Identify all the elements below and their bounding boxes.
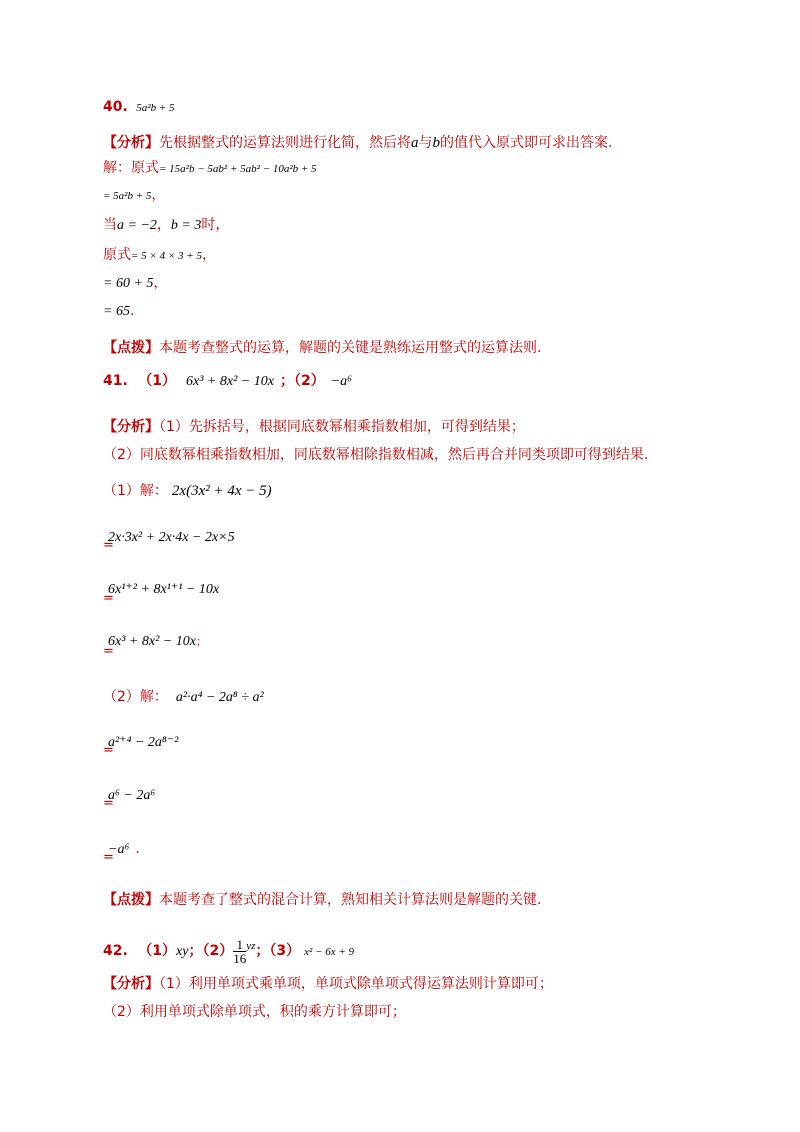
q41-analysis2 bbox=[103, 446, 648, 464]
q40-analysis-text-c: 的值代入原式即可求出答案. bbox=[440, 135, 613, 151]
q41-analysis-label: 【分析】 bbox=[103, 419, 159, 435]
q41-s2-step1-expr: a²⁺⁴ − 2a⁸⁻² bbox=[108, 735, 179, 750]
q40-var-a: a bbox=[411, 135, 419, 151]
q41-sol1 bbox=[103, 482, 272, 500]
q42-separator2: ；（3） bbox=[255, 943, 301, 959]
q41-s1-eq2: = bbox=[103, 591, 114, 606]
q40-var-b: b bbox=[432, 135, 440, 151]
q40-orig-end: ， bbox=[201, 247, 216, 263]
q40-when bbox=[103, 216, 229, 235]
q41-part1-label: （1） bbox=[138, 373, 177, 389]
q40-analysis-text-a: 先根据整式的运算法则进行化简，然后将 bbox=[159, 135, 411, 151]
q40-step2-end: ， bbox=[153, 275, 168, 291]
q40-step3 bbox=[103, 302, 134, 321]
q40-tip-text: 本题考查整式的运算，解题的关键是熟练运用整式的运算法则. bbox=[159, 340, 542, 356]
q41-s2-step3-end: . bbox=[135, 841, 140, 857]
q40-tip-label: 【点拨】 bbox=[103, 340, 159, 356]
q41-s2-step2 bbox=[108, 786, 155, 805]
q41-s1-step3-expr: 6x³ + 8x² − 10x bbox=[108, 634, 196, 649]
q42-answer1: xy bbox=[176, 944, 189, 959]
q40-number: 40. bbox=[103, 99, 128, 115]
q41-tip-label: 【点拨】 bbox=[103, 892, 159, 908]
q42-fraction-denominator: 16 bbox=[233, 950, 247, 966]
q42-answer3: x² − 6x + 9 bbox=[304, 946, 355, 958]
q41-answer-line bbox=[103, 372, 352, 391]
q42-answer2-fraction bbox=[233, 938, 246, 965]
q42-number: 42. bbox=[103, 943, 128, 959]
q40-answer-line bbox=[103, 98, 175, 117]
q41-s1-eq1: = bbox=[103, 538, 114, 553]
q41-tip bbox=[103, 891, 541, 909]
q41-s2-step3-expr: −a⁶ bbox=[108, 842, 130, 857]
q40-when-b: b = 3 bbox=[170, 218, 202, 233]
q40-solution bbox=[103, 159, 317, 178]
q41-analysis1 bbox=[103, 418, 525, 436]
q41-s2-step3 bbox=[108, 840, 140, 859]
q40-orig-expr: = 5 × 4 × 3 + 5 bbox=[131, 250, 202, 262]
q40-step3-expr: = 65 bbox=[103, 304, 130, 319]
q42-answer2-tail: yz bbox=[246, 940, 256, 952]
q42-analysis2-text: （2）利用单项式除单项式，积的乘方计算即可； bbox=[103, 1004, 406, 1020]
q42-analysis1-text: （1）利用单项式乘单项，单项式除单项式得运算法则计算即可； bbox=[159, 976, 553, 992]
q40-when-a: a = −2 bbox=[117, 218, 157, 233]
q41-s2-step1 bbox=[108, 733, 178, 752]
q41-number: 41. bbox=[103, 373, 128, 389]
q40-solution-expr: = 15a²b − 5ab² + 5ab² − 10a²b + 5 bbox=[159, 163, 317, 175]
q41-separator: ；（2） bbox=[279, 373, 325, 389]
q41-s2-eq2: = bbox=[103, 796, 114, 811]
q41-s1-step1-expr: 2x·3x² + 2x·4x − 2x×5 bbox=[108, 530, 235, 545]
q41-analysis2-text: （2）同底数幂相乘指数相加，同底数幂相除指数相减，然后再合并同类项即可得到结果. bbox=[103, 447, 649, 463]
q40-when-end: 时， bbox=[201, 217, 230, 233]
q40-tip bbox=[103, 339, 541, 357]
q40-analysis bbox=[103, 134, 612, 152]
q40-step1-end: ， bbox=[151, 187, 166, 203]
q40-step1-expr: = 5a²b + 5 bbox=[103, 190, 152, 202]
q41-s2-eq3: = bbox=[103, 850, 114, 865]
q40-analysis-label: 【分析】 bbox=[103, 135, 159, 151]
q40-step1 bbox=[103, 186, 165, 205]
q41-sol1-label: （1）解： bbox=[103, 483, 168, 499]
q40-step3-end: . bbox=[129, 303, 135, 319]
q41-s1-eq3: = bbox=[103, 644, 114, 659]
q40-step2 bbox=[103, 274, 167, 293]
q40-when-label: 当 bbox=[103, 217, 117, 233]
q42-answer-line bbox=[103, 932, 355, 966]
q41-sol2 bbox=[103, 688, 264, 707]
q41-s1-step1 bbox=[108, 528, 235, 547]
q40-solution-label: 解：原式 bbox=[103, 160, 159, 176]
q41-s1-step3-end: ； bbox=[195, 635, 207, 648]
q40-answer: 5a²b + 5 bbox=[136, 102, 175, 114]
q40-when-sep: ， bbox=[156, 217, 171, 233]
q41-analysis1-text: （1）先拆括号，根据同底数幂相乘指数相加，可得到结果； bbox=[159, 419, 525, 435]
q40-analysis-text-b: 与 bbox=[418, 135, 433, 151]
q41-sol1-expr: 2x(3x² + 4x − 5) bbox=[171, 483, 272, 499]
q41-s1-step2-expr: 6x¹⁺² + 8x¹⁺¹ − 10x bbox=[108, 582, 220, 597]
q40-step2-expr: = 60 + 5 bbox=[103, 276, 154, 291]
q42-analysis1 bbox=[103, 975, 553, 993]
q42-analysis-label: 【分析】 bbox=[103, 976, 159, 992]
q42-separator1: ；（2） bbox=[188, 943, 234, 959]
q41-s2-step2-expr: a⁶ − 2a⁶ bbox=[108, 788, 156, 803]
q41-s2-eq1: = bbox=[103, 743, 114, 758]
q42-part1-label: （1） bbox=[138, 943, 177, 959]
q41-answer1: 6x³ + 8x² − 10x bbox=[186, 374, 274, 389]
q42-analysis2 bbox=[103, 1003, 406, 1021]
q40-orig-label: 原式 bbox=[103, 247, 131, 263]
q42-fraction-numerator: 1 bbox=[233, 938, 246, 952]
q41-answer2: −a⁶ bbox=[330, 374, 353, 389]
q41-s1-step3 bbox=[108, 632, 207, 651]
q41-sol2-label: （2）解： bbox=[103, 689, 168, 705]
q41-s1-step2 bbox=[108, 580, 219, 599]
q40-orig bbox=[103, 246, 216, 265]
q41-sol2-expr: a²·a⁴ − 2a⁸ ÷ a² bbox=[175, 690, 264, 705]
q41-tip-text: 本题考查了整式的混合计算，熟知相关计算法则是解题的关键. bbox=[159, 892, 542, 908]
